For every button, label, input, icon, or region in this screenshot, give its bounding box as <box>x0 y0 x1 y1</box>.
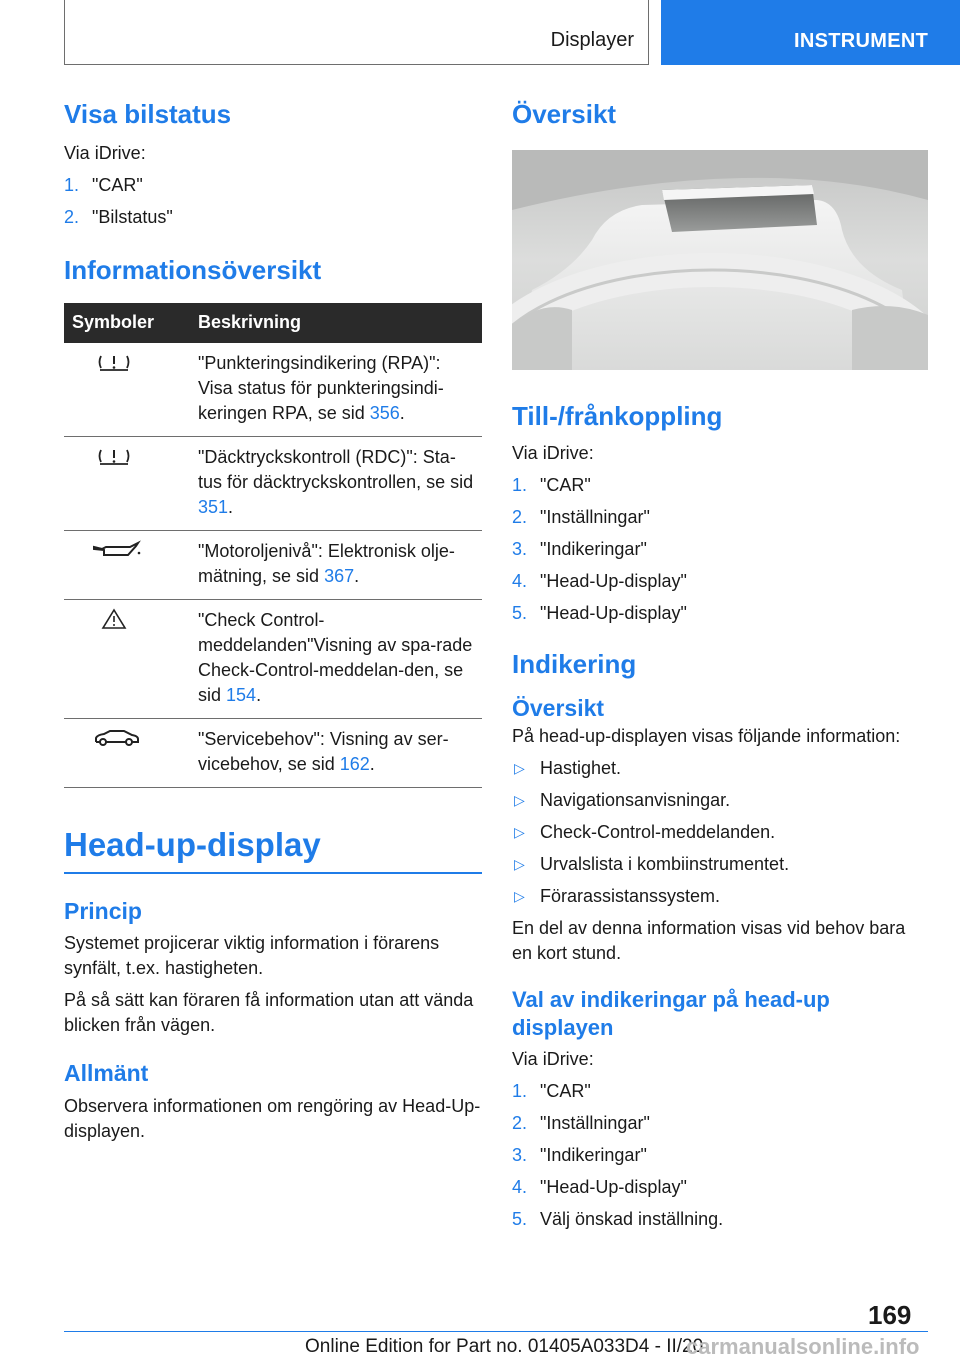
watermark: carmanualsonline.info <box>686 1334 920 1359</box>
princip-paragraph-1: Systemet projicerar viktig information i förarens synfält, t.ex. hastigheten. <box>64 933 440 979</box>
bullet-triangle-icon: ▷ <box>514 888 525 905</box>
head-up-display-photo <box>512 150 928 370</box>
header-section-label: Displayer <box>550 29 634 51</box>
list-item: 1. "CAR" <box>512 1081 591 1102</box>
left-column <box>64 100 482 1144</box>
right-column <box>512 100 930 1232</box>
bullet-triangle-icon: ▷ <box>514 760 525 777</box>
list-item: 2. "Bilstatus" <box>64 206 173 227</box>
allmant-paragraph: Observera informationen om rengöring av Head-Up-displayen. <box>64 1095 481 1141</box>
page-reference-link[interactable]: 351 <box>198 496 229 517</box>
service-car-icon <box>92 727 142 749</box>
header-section-tab <box>64 0 649 65</box>
puncture-warning-icon <box>92 351 136 373</box>
visa-bilstatus-via: Via iDrive: <box>64 142 146 163</box>
princip-paragraph-2: På så sätt kan föraren få information utan att vända blicken från vägen. <box>64 990 474 1036</box>
page-reference-link[interactable]: 367 <box>324 565 355 586</box>
page-number: 169 <box>868 1300 912 1330</box>
list-item: ▷ Hastighet. <box>512 756 930 781</box>
table-row <box>64 530 482 599</box>
head-up-display-title: Head-up-display <box>64 826 482 874</box>
list-item: 2. "Inställningar" <box>512 506 650 527</box>
val-av-indikeringar-title: Val av indikeringar på head-up displayen <box>512 987 830 1040</box>
table-cell-description: "Däcktryckskontroll (RDC)": Sta-tus för däcktryckskontrollen, se sid 351. <box>190 436 482 530</box>
table-cell-description: "Punkteringsindikering (RPA)": Visa status för punkteringsindi-keringen RPA, se sid 356. <box>190 343 482 437</box>
list-item: 3. "Indikeringar" <box>512 538 647 559</box>
list-item: 5. Välj önskad inställning. <box>512 1209 724 1230</box>
warning-triangle-icon <box>92 608 136 630</box>
footer-divider <box>64 1331 928 1332</box>
visa-bilstatus-title: Visa bilstatus <box>64 99 232 129</box>
informationsoversikt-title: Informationsöversikt <box>64 254 322 285</box>
bullet-triangle-icon: ▷ <box>514 856 525 873</box>
visa-bilstatus-steps <box>64 173 482 230</box>
princip-title: Princip <box>64 897 142 924</box>
list-item: 4. "Head-Up-display" <box>512 570 687 591</box>
list-item: ▷ Navigationsanvisningar. <box>512 788 930 813</box>
page-reference-link[interactable]: 162 <box>339 753 370 774</box>
table-cell-description: "Motoroljenivå": Elektronisk olje-mätning, se sid 367. <box>190 530 482 599</box>
table-row <box>64 343 482 437</box>
footer-edition: Online Edition for Part no. 01405A033D4 - II/20 <box>305 1336 704 1357</box>
symbol-table <box>64 303 482 788</box>
list-item: 5. "Head-Up-display" <box>512 602 687 623</box>
indikering-note: En del av denna information visas vid behov bara en kort stund. <box>512 918 906 964</box>
table-header-symbols: Symboler <box>64 303 190 343</box>
header-chapter-tab <box>661 0 960 65</box>
indikering-bullets <box>512 756 930 909</box>
header-chapter-label: INSTRUMENT <box>794 30 929 52</box>
table-row <box>64 599 482 718</box>
indikering-intro: På head-up-displayen visas följande information: <box>512 726 901 747</box>
val-steps <box>512 1079 930 1232</box>
page-reference-link[interactable]: 356 <box>369 402 400 423</box>
list-item: ▷ Check-Control-meddelanden. <box>512 820 930 845</box>
table-cell-description: "Servicebehov": Visning av ser-vicebehov, se sid 162. <box>190 718 482 787</box>
list-item: 3. "Indikeringar" <box>512 1145 647 1166</box>
list-item: ▷ Förarassistanssystem. <box>512 884 930 909</box>
table-row <box>64 718 482 787</box>
table-row <box>64 436 482 530</box>
oversikt-title: Översikt <box>512 99 617 129</box>
indikering-title: Indikering <box>512 648 637 679</box>
till-steps <box>512 473 930 626</box>
page-reference-link[interactable]: 154 <box>226 684 257 705</box>
till-via: Via iDrive: <box>512 442 594 463</box>
table-header-description: Beskrivning <box>190 303 482 343</box>
bullet-triangle-icon: ▷ <box>514 792 525 809</box>
list-item: ▷ Urvalslista i kombiinstrumentet. <box>512 852 930 877</box>
oil-can-icon <box>92 539 142 561</box>
list-item: 1. "CAR" <box>64 174 143 195</box>
indikering-oversikt-title: Översikt <box>512 694 605 721</box>
till-frankoppling-title: Till-/frånkoppling <box>512 400 723 431</box>
bullet-triangle-icon: ▷ <box>514 824 525 841</box>
tire-pressure-icon <box>92 445 136 467</box>
list-item: 2. "Inställningar" <box>512 1113 650 1134</box>
list-item: 4. "Head-Up-display" <box>512 1177 687 1198</box>
table-header-row <box>64 303 482 343</box>
list-item: 1. "CAR" <box>512 474 591 495</box>
val-via: Via iDrive: <box>512 1049 594 1070</box>
allmant-title: Allmänt <box>64 1060 149 1087</box>
table-cell-description: "Check Control-meddelanden"Visning av spa-rade Check-Control-meddelan-den, se sid 154. <box>190 599 482 718</box>
